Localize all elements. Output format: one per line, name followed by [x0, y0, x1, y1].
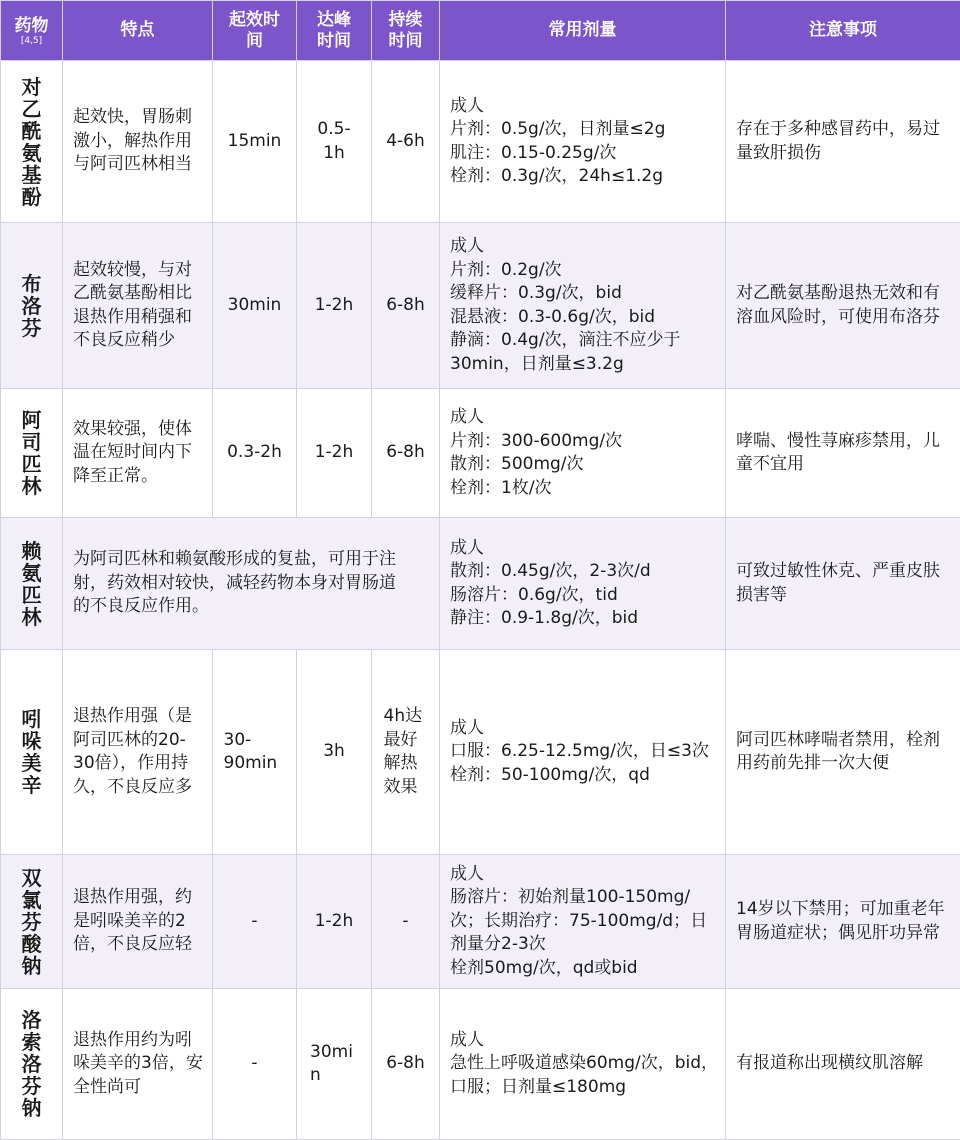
dosage — [440, 518, 726, 650]
dosage-line: 片剂：0.5g/次，日剂量≤2g — [440, 118, 725, 142]
drug-name: 双氯芬酸钠 — [1, 855, 63, 989]
peak-time: 0.5-1h — [297, 61, 372, 223]
table-row — [1, 223, 960, 389]
table-row — [1, 389, 960, 518]
table-row — [1, 855, 960, 989]
dosage-line: 急性上呼吸道感染60mg/次，bid，口服；日剂量≤180mg — [440, 1052, 725, 1099]
drug-feature: 效果较强，使体温在短时间内下降至正常。 — [63, 389, 213, 518]
dosage-line: 静注：0.9-1.8g/次，bid — [440, 607, 725, 631]
dosage-line: 成人 — [440, 1029, 725, 1053]
header-drug-ref: [4,5] — [1, 37, 62, 46]
peak-time: 30min — [297, 989, 372, 1140]
peak-time: 1-2h — [297, 223, 372, 389]
table-row — [1, 61, 960, 223]
duration: 6-8h — [372, 223, 440, 389]
notes: 有报道称出现横纹肌溶解 — [726, 989, 960, 1140]
dosage — [440, 389, 726, 518]
drug-name: 对乙酰氨基酚 — [1, 61, 63, 223]
onset-time: 15min — [213, 61, 297, 223]
drug-feature: 起效快，胃肠刺激小，解热作用与阿司匹林相当 — [63, 61, 213, 223]
notes: 哮喘、慢性荨麻疹禁用，儿童不宜用 — [726, 389, 960, 518]
dosage-line: 栓剂：0.3g/次，24h≤1.2g — [440, 165, 725, 189]
duration: 6-8h — [372, 389, 440, 518]
duration: 6-8h — [372, 989, 440, 1140]
drug-name: 赖氨匹林 — [1, 518, 63, 650]
dosage-line: 肠溶片：0.6g/次，tid — [440, 584, 725, 608]
dosage-line: 混悬液：0.3-0.6g/次，bid — [440, 306, 725, 330]
dosage-line: 栓剂：1枚/次 — [440, 477, 725, 501]
dosage-line: 成人 — [440, 717, 725, 741]
header-duration: 持续时间 — [372, 1, 440, 61]
notes: 对乙酰氨基酚退热无效和有溶血风险时，可使用布洛芬 — [726, 223, 960, 389]
drug-feature: 起效较慢，与对乙酰氨基酚相比退热作用稍强和不良反应稍少 — [63, 223, 213, 389]
onset-time: 30-90min — [213, 650, 297, 855]
peak-time: 3h — [297, 650, 372, 855]
header-onset: 起效时间 — [213, 1, 297, 61]
dosage-line: 栓剂：50-100mg/次，qd — [440, 764, 725, 788]
onset-time: - — [213, 855, 297, 989]
dosage-line: 成人 — [440, 235, 725, 259]
dosage-line: 静滴：0.4g/次，滴注不应少于30min，日剂量≤3.2g — [440, 329, 725, 376]
dosage-line: 成人 — [440, 406, 725, 430]
drug-name: 阿司匹林 — [1, 389, 63, 518]
dosage-line: 片剂：0.2g/次 — [440, 259, 725, 283]
drug-name: 吲哚美辛 — [1, 650, 63, 855]
header-notes: 注意事项 — [726, 1, 960, 61]
table-row — [1, 989, 960, 1140]
notes: 存在于多种感冒药中，易过量致肝损伤 — [726, 61, 960, 223]
peak-time: 1-2h — [297, 389, 372, 518]
dosage-line: 口服：6.25-12.5mg/次，日≤3次 — [440, 740, 725, 764]
dosage-line: 成人 — [440, 95, 725, 119]
dosage-line: 成人 — [440, 863, 725, 887]
table-row — [1, 650, 960, 855]
duration: 4-6h — [372, 61, 440, 223]
table-row — [1, 518, 960, 650]
dosage-line: 散剂：500mg/次 — [440, 453, 725, 477]
notes: 14岁以下禁用；可加重老年胃肠道症状；偶见肝功异常 — [726, 855, 960, 989]
drug-name: 布洛芬 — [1, 223, 63, 389]
drug-name: 洛索洛芬钠 — [1, 989, 63, 1140]
duration: - — [372, 855, 440, 989]
onset-time: - — [213, 989, 297, 1140]
dosage-line: 片剂：300-600mg/次 — [440, 430, 725, 454]
peak-time: 1-2h — [297, 855, 372, 989]
drug-feature: 退热作用强，约是吲哚美辛的2倍，不良反应轻 — [63, 855, 213, 989]
dosage — [440, 855, 726, 989]
drug-feature: 退热作用强（是阿司匹林的20-30倍），作用持久，不良反应多 — [63, 650, 213, 855]
dosage — [440, 61, 726, 223]
dosage-line: 成人 — [440, 537, 725, 561]
drug-feature: 为阿司匹林和赖氨酸形成的复盐，可用于注射，药效相对较快，减轻药物本身对胃肠道的不良反应作用。 — [63, 518, 440, 650]
header-drug: 药物 [4,5] — [1, 1, 63, 61]
table-header-row — [1, 1, 960, 61]
dosage — [440, 650, 726, 855]
dosage-line: 栓剂50mg/次，qd或bid — [440, 957, 725, 981]
header-feature: 特点 — [63, 1, 213, 61]
header-dosage: 常用剂量 — [440, 1, 726, 61]
dosage — [440, 223, 726, 389]
dosage — [440, 989, 726, 1140]
dosage-line: 缓释片：0.3g/次，bid — [440, 282, 725, 306]
notes: 可致过敏性休克、严重皮肤损害等 — [726, 518, 960, 650]
header-peak: 达峰时间 — [297, 1, 372, 61]
dosage-line: 肌注：0.15-0.25g/次 — [440, 142, 725, 166]
notes: 阿司匹林哮喘者禁用，栓剂用药前先排一次大便 — [726, 650, 960, 855]
dosage-line: 肠溶片：初始剂量100-150mg/次；长期治疗：75-100mg/d；日剂量分2-3次 — [440, 886, 725, 957]
dosage-line: 散剂：0.45g/次，2-3次/d — [440, 560, 725, 584]
duration: 4h达最好解热效果 — [372, 650, 440, 855]
onset-time: 0.3-2h — [213, 389, 297, 518]
onset-time: 30min — [213, 223, 297, 389]
drug-feature: 退热作用约为吲哚美辛的3倍，安全性尚可 — [63, 989, 213, 1140]
